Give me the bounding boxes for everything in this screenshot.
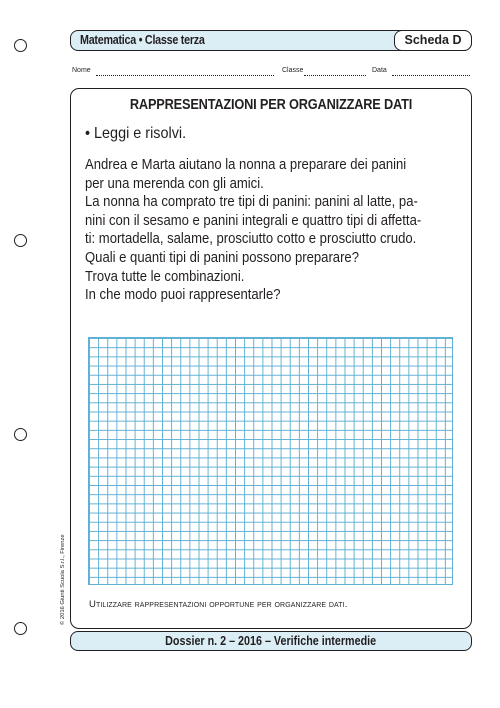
problem-line: per una merenda con gli amici. (85, 175, 264, 192)
subject-label: Matematica • Classe terza (80, 33, 205, 47)
problem-text (85, 156, 450, 305)
scheda-tab: Scheda D (394, 30, 472, 51)
name-field[interactable] (96, 67, 274, 76)
header-band (70, 30, 472, 51)
date-label: Data (372, 67, 387, 74)
class-field[interactable] (304, 67, 366, 76)
student-info-line (72, 67, 472, 79)
binder-hole-lower-middle (14, 428, 27, 441)
problem-line: Andrea e Marta aiutano la nonna a preparare dei panini (85, 157, 407, 173)
problem-line: nini con il sesamo e panini integrali e quattro tipi di affetta- (85, 212, 422, 229)
problem-line: La nonna ha comprato tre tipi di panini: panini al latte, pa- (85, 194, 418, 211)
footer-label: Dossier n. 2 – 2016 – Verifiche intermedie (165, 634, 377, 648)
instruction-text: • Leggi e risolvi. (85, 125, 187, 142)
problem-line: Trova tutte le combinazioni. (85, 268, 245, 285)
problem-line: ti: mortadella, salame, prosciutto cotto e prosciutto crudo. (85, 231, 417, 248)
class-label: Classe (282, 67, 304, 74)
problem-line: In che modo puoi rappresentarle? (85, 287, 281, 304)
binder-hole-top (14, 39, 27, 52)
copyright-note: © 2016 Giunti Scuola S.r.l., Firenze (60, 534, 66, 625)
problem-line: Quali e quanti tipi di panini possono preparare? (85, 249, 359, 266)
footer-band (70, 631, 472, 651)
worksheet-panel (70, 88, 472, 629)
binder-hole-bottom (14, 622, 27, 635)
date-field[interactable] (392, 67, 470, 76)
name-label: Nome (72, 67, 91, 74)
learning-objective: Utilizzare rappresentazioni opportune per organizzare dati. (89, 599, 348, 610)
squared-grid-answer-area[interactable] (88, 337, 453, 585)
worksheet-title: RAPPRESENTAZIONI PER ORGANIZZARE DATI (129, 97, 413, 113)
binder-hole-upper-middle (14, 234, 27, 247)
